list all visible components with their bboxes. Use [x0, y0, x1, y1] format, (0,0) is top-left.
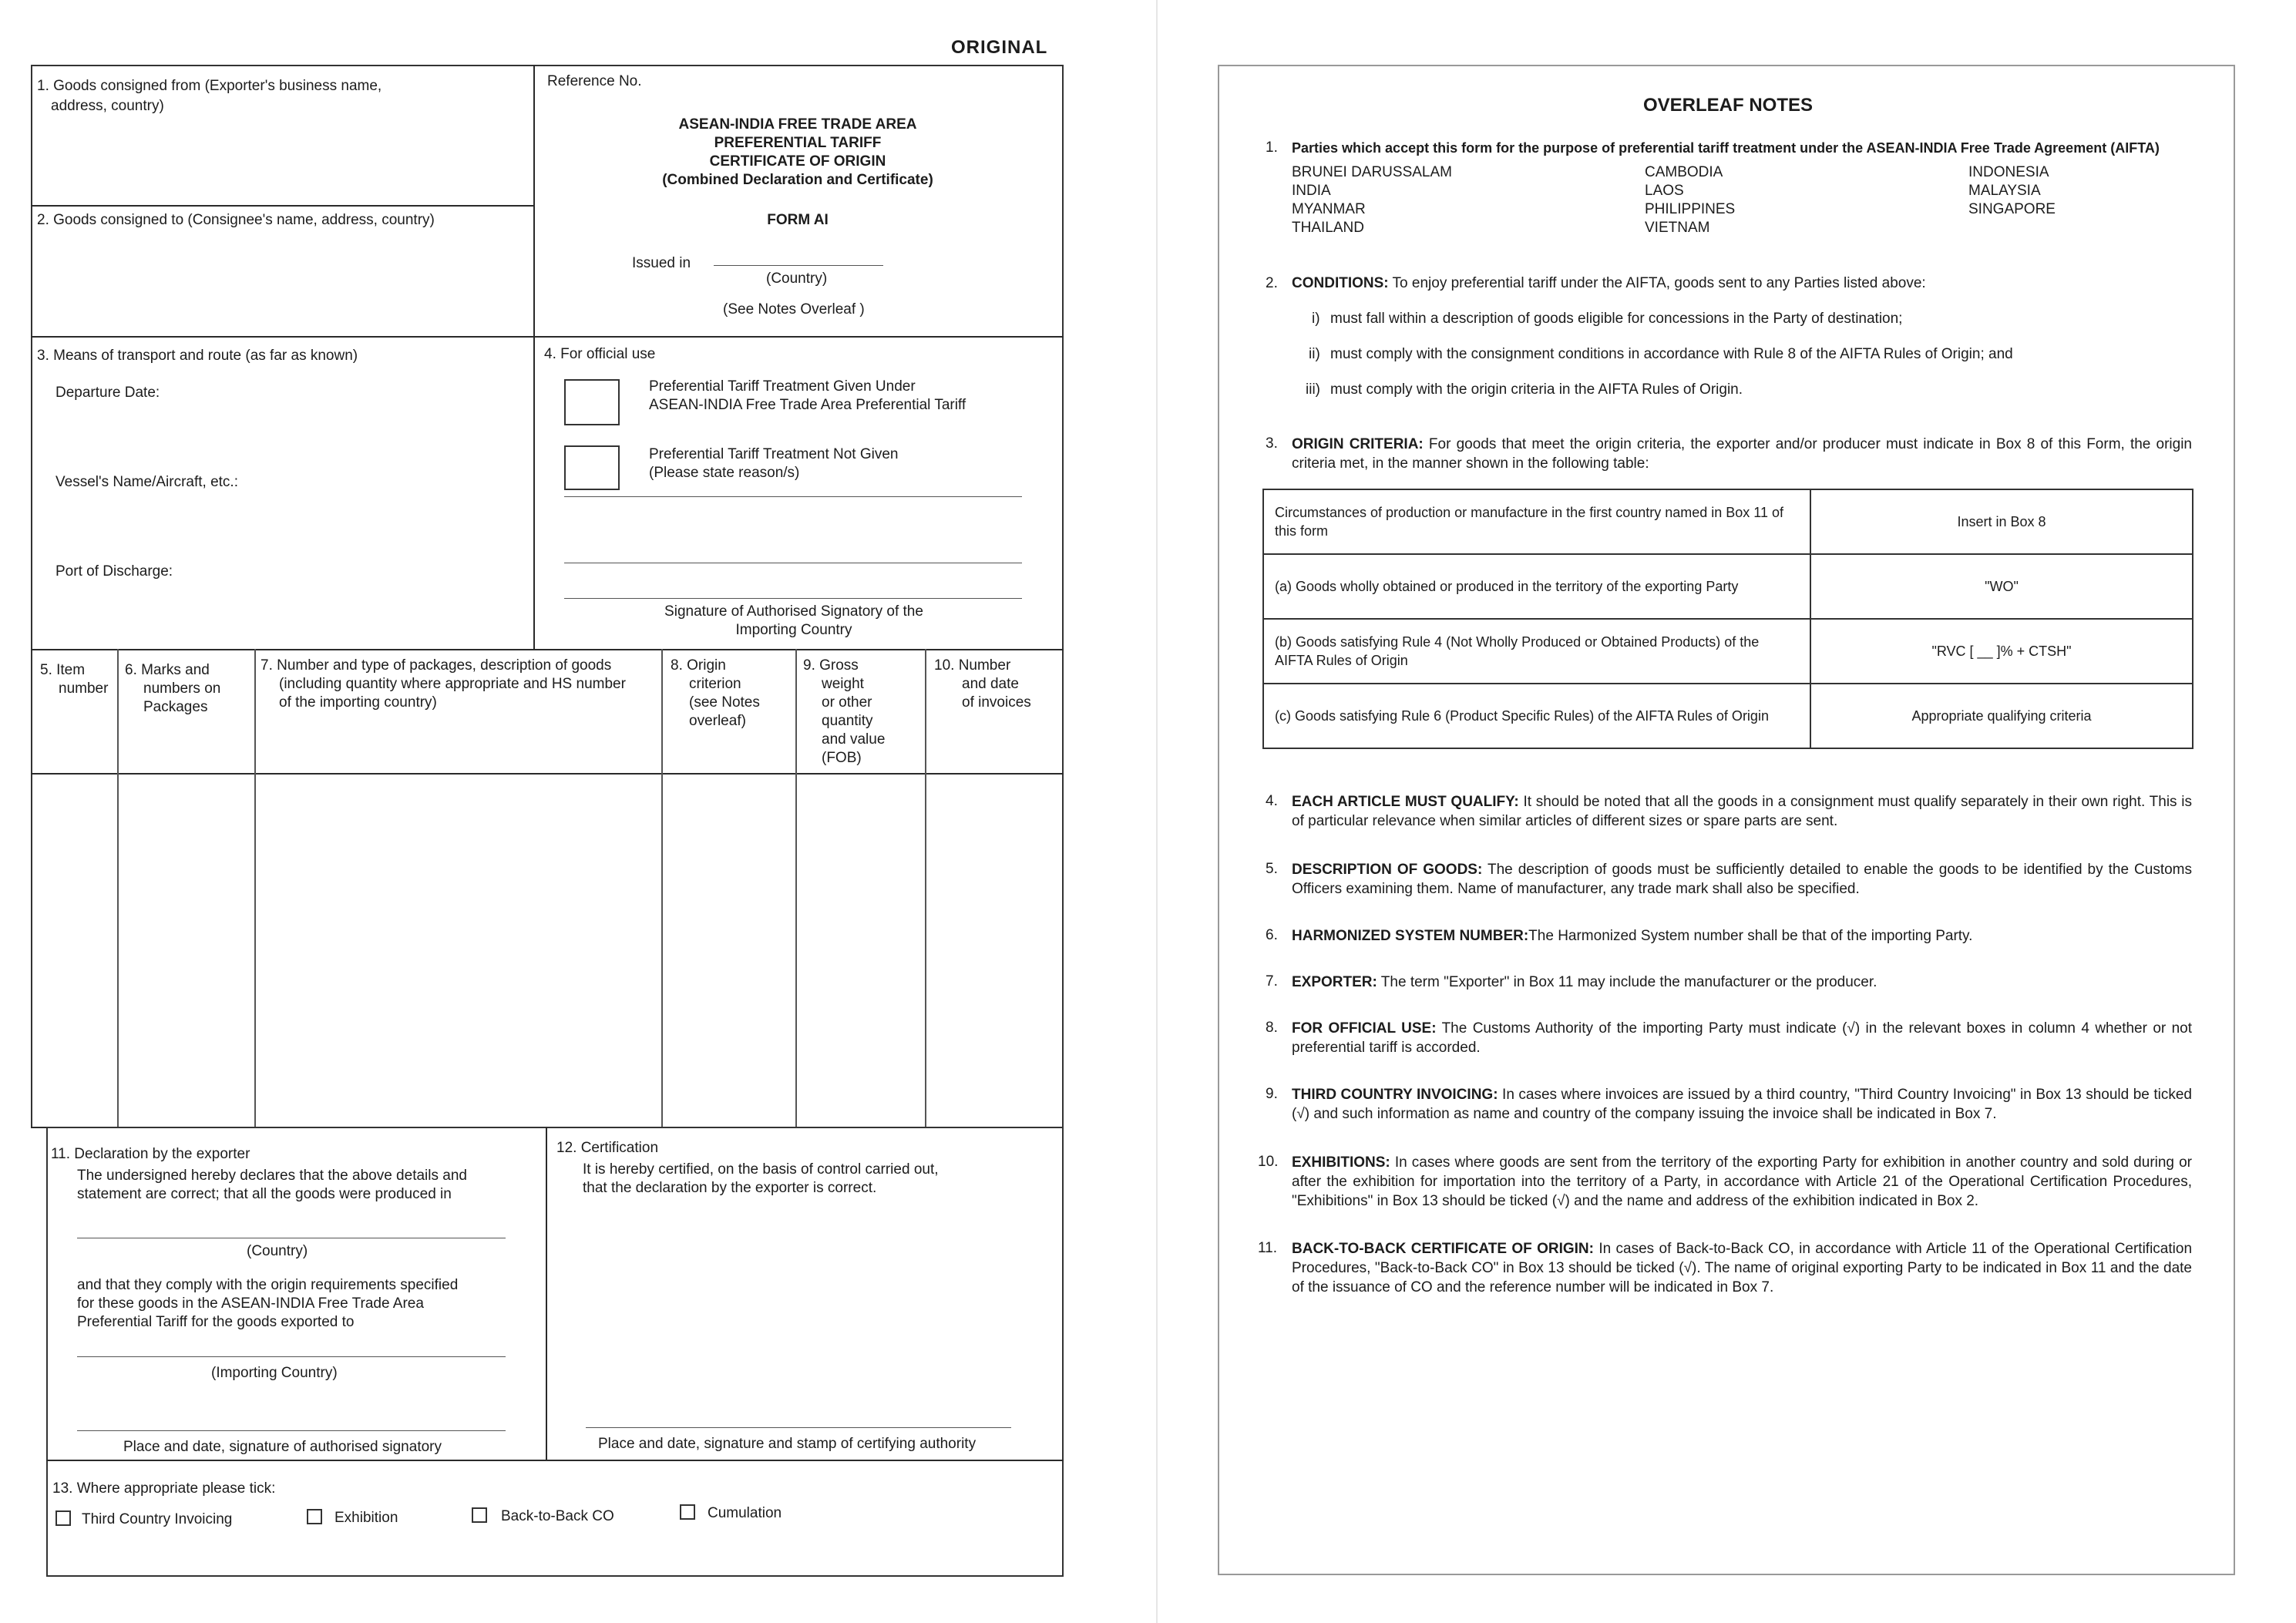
- title-line1: ASEAN-INDIA FREE TRADE AREA: [678, 116, 917, 133]
- note3-text: For goods that meet the origin criteria, the exporter and/or producer must indicate in Box 8 of this Form, the origin criteria met, in the manner shown in the following table:: [1292, 436, 2192, 472]
- origin-criteria-table: [1262, 489, 2193, 749]
- cumulation-checkbox[interactable]: [680, 1504, 695, 1520]
- box11-signature-caption: Place and date, signature of authorised signatory: [123, 1439, 442, 1455]
- note5-paragraph: [1292, 860, 2192, 899]
- box11-text2-line2: for these goods in the ASEAN-INDIA Free Trade Area: [77, 1295, 424, 1312]
- col5-line2: number: [59, 680, 109, 697]
- party-myanmar: MYANMAR: [1292, 201, 1366, 217]
- box11-text2-line1: and that they comply with the origin requirements specified: [77, 1277, 459, 1293]
- form-name: FORM AI: [767, 212, 829, 228]
- cumulation-label: Cumulation: [708, 1505, 782, 1521]
- party-india: INDIA: [1292, 183, 1331, 199]
- third-country-label: Third Country Invoicing: [82, 1511, 233, 1527]
- note5-head: DESCRIPTION OF GOODS:: [1292, 862, 1483, 878]
- col9-line4: quantity: [822, 713, 873, 729]
- box11-importing-country: (Importing Country): [211, 1365, 338, 1381]
- note2-text: To enjoy preferential tariff under the AIFTA, goods sent to any Parties listed above:: [1392, 275, 1926, 291]
- notes-title: OVERLEAF NOTES: [1642, 95, 1814, 116]
- treatment-given-line2: ASEAN-INDIA Free Trade Area Preferential Tariff: [649, 397, 966, 413]
- row-c-text: Goods satisfying Rule 6 (Product Specific Rules) of the AIFTA Rules of Origin: [1295, 708, 1769, 724]
- note7-number: 7.: [1266, 973, 1278, 990]
- col10-line3: of invoices: [962, 694, 1031, 711]
- table-header-circumstances: Circumstances of production or manufacture in the first country named in Box 11 of this form: [1263, 489, 1810, 554]
- box11-label: 11. Declaration by the exporter: [51, 1146, 250, 1162]
- party-laos: LAOS: [1645, 183, 1684, 199]
- col10-line2: and date: [962, 676, 1019, 692]
- col7-line3: of the importing country): [279, 694, 437, 711]
- box11-text2-line3: Preferential Tariff for the goods exported to: [77, 1314, 355, 1330]
- row-c-marker: (c): [1275, 708, 1291, 724]
- note7-head: EXPORTER:: [1292, 974, 1377, 990]
- row-a-marker: (a): [1275, 579, 1292, 594]
- col5-line1: 5. Item: [40, 662, 86, 678]
- note4-number: 4.: [1266, 793, 1278, 809]
- row-b-text: Goods satisfying Rule 4 (Not Wholly Produced or Obtained Products) of the AIFTA Rules of Origin: [1275, 634, 1760, 668]
- signature-importing-line2: Importing Country: [735, 622, 852, 638]
- col8-line2: criterion: [689, 676, 741, 692]
- title-line4: (Combined Declaration and Certificate): [662, 172, 933, 188]
- box12-signature-caption: Place and date, signature and stamp of certifying authority: [598, 1436, 977, 1452]
- table-row: [1263, 619, 2193, 684]
- note6-text: The Harmonized System number shall be that of the importing Party.: [1528, 928, 1973, 944]
- back-to-back-checkbox[interactable]: [472, 1507, 487, 1523]
- party-indonesia: INDONESIA: [1968, 164, 2049, 180]
- note9-number: 9.: [1266, 1086, 1278, 1102]
- note9-head: THIRD COUNTRY INVOICING:: [1292, 1087, 1498, 1103]
- box3-label: 3. Means of transport and route (as far as known): [37, 348, 358, 364]
- vessel-name-label: Vessel's Name/Aircraft, etc.:: [55, 474, 238, 490]
- note7-paragraph: [1292, 973, 2192, 992]
- note10-text: In cases where goods are sent from the territory of the exporting Party for exhibition in another country and sold during or after the exhibition for importation into the territory of a Party, in accordance with Article 21 of the Operational Certification Procedures, "Exhibitions" in Box 13 should be ticked (√) and the name and address of the exhibition indicated in Box 2.: [1292, 1154, 2192, 1209]
- col9-line1: 9. Gross: [803, 657, 859, 674]
- note2-item-iii-marker: iii): [1306, 381, 1320, 398]
- box1-label-line2: address, country): [51, 98, 164, 114]
- col8-line4: overleaf): [689, 713, 746, 729]
- note8-head: FOR OFFICIAL USE:: [1292, 1020, 1437, 1037]
- col7-line1: 7. Number and type of packages, description of goods: [261, 657, 612, 674]
- note2-item-i-marker: i): [1312, 311, 1320, 327]
- note2-item-ii-marker: ii): [1309, 346, 1320, 362]
- issued-country-label: (Country): [766, 270, 828, 287]
- note7-text: The term "Exporter" in Box 11 may include the manufacturer or the producer.: [1380, 974, 1877, 990]
- note10-head: EXHIBITIONS:: [1292, 1154, 1390, 1171]
- row-a-insert: "WO": [1810, 554, 2193, 619]
- box11-country-label: (Country): [247, 1243, 308, 1259]
- port-of-discharge-label: Port of Discharge:: [55, 563, 173, 580]
- exhibition-checkbox[interactable]: [307, 1509, 322, 1524]
- departure-date-label: Departure Date:: [55, 385, 160, 401]
- note2-item-i: must fall within a description of goods eligible for concessions in the Party of destination;: [1330, 311, 1903, 327]
- col9-line5: and value: [822, 731, 886, 748]
- note10-paragraph: [1292, 1153, 2192, 1211]
- party-singapore: SINGAPORE: [1968, 201, 2056, 217]
- note5-number: 5.: [1266, 861, 1278, 877]
- note6-number: 6.: [1266, 927, 1278, 943]
- box4-label: 4. For official use: [544, 346, 656, 362]
- col8-line1: 8. Origin: [671, 657, 726, 674]
- note2-head: CONDITIONS:: [1292, 275, 1389, 291]
- box12-text-line2: that the declaration by the exporter is correct.: [583, 1180, 877, 1196]
- row-a-text: Goods wholly obtained or produced in the territory of the exporting Party: [1296, 579, 1739, 594]
- party-thailand: THAILAND: [1292, 220, 1364, 236]
- row-b-marker: (b): [1275, 634, 1292, 650]
- box2-consigned-to-label: 2. Goods consigned to (Consignee's name, address, country): [37, 212, 435, 228]
- party-malaysia: MALAYSIA: [1968, 183, 2041, 199]
- note8-paragraph: [1292, 1019, 2192, 1057]
- note3-head: ORIGIN CRITERIA:: [1292, 436, 1424, 452]
- row-c-insert: Appropriate qualifying criteria: [1810, 684, 2193, 748]
- note9-paragraph: [1292, 1085, 2192, 1124]
- title-line2: PREFERENTIAL TARIFF: [714, 135, 882, 151]
- row-b-insert: "RVC [ __ ]% + CTSH": [1810, 619, 2193, 684]
- note2-item-ii: must comply with the consignment conditions in accordance with Rule 8 of the AIFTA Rules of Origin; and: [1330, 346, 2013, 362]
- note6-paragraph: [1292, 926, 2192, 946]
- table-cell-circumstance: [1263, 554, 1810, 619]
- note5-text: The description of goods must be sufficiently detailed to enable the goods to be identified by the Customs Officers examining them. Name of manufacturer, any trade mark shall also be specified.: [1292, 862, 2192, 897]
- col9-line3: or other: [822, 694, 872, 711]
- note1-text: Parties which accept this form for the purpose of preferential tariff treatment under the ASEAN-INDIA Free Trade Agreement (AIFTA): [1292, 140, 2160, 156]
- note2-number: 2.: [1266, 275, 1278, 291]
- original-stamp: ORIGINAL: [951, 37, 1048, 58]
- party-brunei: BRUNEI DARUSSALAM: [1292, 164, 1452, 180]
- page-gutter: [1156, 0, 1158, 1623]
- col6-line2: numbers on: [143, 680, 221, 697]
- note2-line: [1292, 274, 1926, 293]
- party-vietnam: VIETNAM: [1645, 220, 1710, 236]
- note1-number: 1.: [1266, 139, 1278, 156]
- note10-number: 10.: [1258, 1154, 1279, 1170]
- table-cell-circumstance: [1263, 684, 1810, 748]
- note3-paragraph: [1292, 435, 2192, 473]
- third-country-checkbox[interactable]: [55, 1510, 71, 1526]
- treatment-not-given-line2: (Please state reason/s): [649, 465, 800, 481]
- col8-line3: (see Notes: [689, 694, 760, 711]
- note11-text: In cases of Back-to-Back CO, in accordance with Article 11 of the Operational Certification Procedures, "Back-to-Back CO" in Box 13 should be ticked (√). The name of original exporting Party to be indicated in Box 11 and the date of the issuance of CO and the reference number will be indicated in Box 7.: [1292, 1241, 2193, 1295]
- table-row: [1263, 684, 2193, 748]
- col6-line3: Packages: [143, 699, 208, 715]
- box12-text-line1: It is hereby certified, on the basis of control carried out,: [583, 1161, 939, 1178]
- signature-importing-line1: Signature of Authorised Signatory of the: [664, 603, 923, 620]
- note11-head: BACK-TO-BACK CERTIFICATE OF ORIGIN:: [1292, 1241, 1594, 1257]
- note4-paragraph: [1292, 792, 2192, 831]
- table-header-insert: Insert in Box 8: [1810, 489, 2193, 554]
- exhibition-label: Exhibition: [334, 1510, 398, 1526]
- issued-in-label: Issued in: [632, 255, 691, 271]
- table-cell-circumstance: [1263, 619, 1810, 684]
- col10-line1: 10. Number: [934, 657, 1011, 674]
- note9-text: In cases where invoices are issued by a third country, "Third Country Invoicing" in Box 13 should be ticked (√) and such information as name and country of the company issuing the invoice shall be indicated in Box 7.: [1292, 1087, 2192, 1122]
- form-page: [0, 0, 1141, 1623]
- back-to-back-label: Back-to-Back CO: [501, 1508, 614, 1524]
- note4-head: EACH ARTICLE MUST QUALIFY:: [1292, 794, 1519, 810]
- party-cambodia: CAMBODIA: [1645, 164, 1723, 180]
- table-row: [1263, 554, 2193, 619]
- col9-line2: weight: [822, 676, 864, 692]
- box13-label: 13. Where appropriate please tick:: [52, 1480, 276, 1497]
- col9-line6: (FOB): [822, 750, 862, 766]
- treatment-given-checkbox[interactable]: [564, 379, 620, 425]
- see-notes-label: (See Notes Overleaf ): [723, 301, 865, 318]
- party-philippines: PHILIPPINES: [1645, 201, 1736, 217]
- treatment-not-given-checkbox[interactable]: [564, 445, 620, 490]
- note8-text: The Customs Authority of the importing Party must indicate (√) in the relevant boxes in column 4 whether or not preferential tariff is accorded.: [1292, 1020, 2193, 1056]
- note8-number: 8.: [1266, 1020, 1278, 1036]
- box11-text-line2: statement are correct; that all the goods were produced in: [77, 1186, 452, 1202]
- box12-label: 12. Certification: [556, 1140, 659, 1156]
- notes-page: [1218, 65, 2235, 1575]
- note6-head: HARMONIZED SYSTEM NUMBER:: [1292, 928, 1529, 944]
- title-line3: CERTIFICATE OF ORIGIN: [709, 153, 886, 170]
- note3-number: 3.: [1266, 435, 1278, 452]
- reference-label: Reference No.: [547, 73, 642, 89]
- col7-line2: (including quantity where appropriate and HS number: [279, 676, 626, 692]
- box11-text-line1: The undersigned hereby declares that the above details and: [77, 1168, 467, 1184]
- note2-item-iii: must comply with the origin criteria in the AIFTA Rules of Origin.: [1330, 381, 1743, 398]
- box1-label-line1: 1. Goods consigned from (Exporter's business name,: [37, 78, 382, 94]
- note4-text: It should be noted that all the goods in a consignment must qualify separately in their own right. This is of particular relevance when similar articles of different sizes or spare parts are sent.: [1292, 794, 2192, 829]
- note11-number: 11.: [1258, 1240, 1278, 1256]
- note11-paragraph: [1292, 1239, 2192, 1297]
- col6-line1: 6. Marks and: [125, 662, 210, 678]
- table-header-row: [1263, 489, 2193, 554]
- treatment-given-line1: Preferential Tariff Treatment Given Under: [649, 378, 916, 395]
- treatment-not-given-line1: Preferential Tariff Treatment Not Given: [649, 446, 899, 462]
